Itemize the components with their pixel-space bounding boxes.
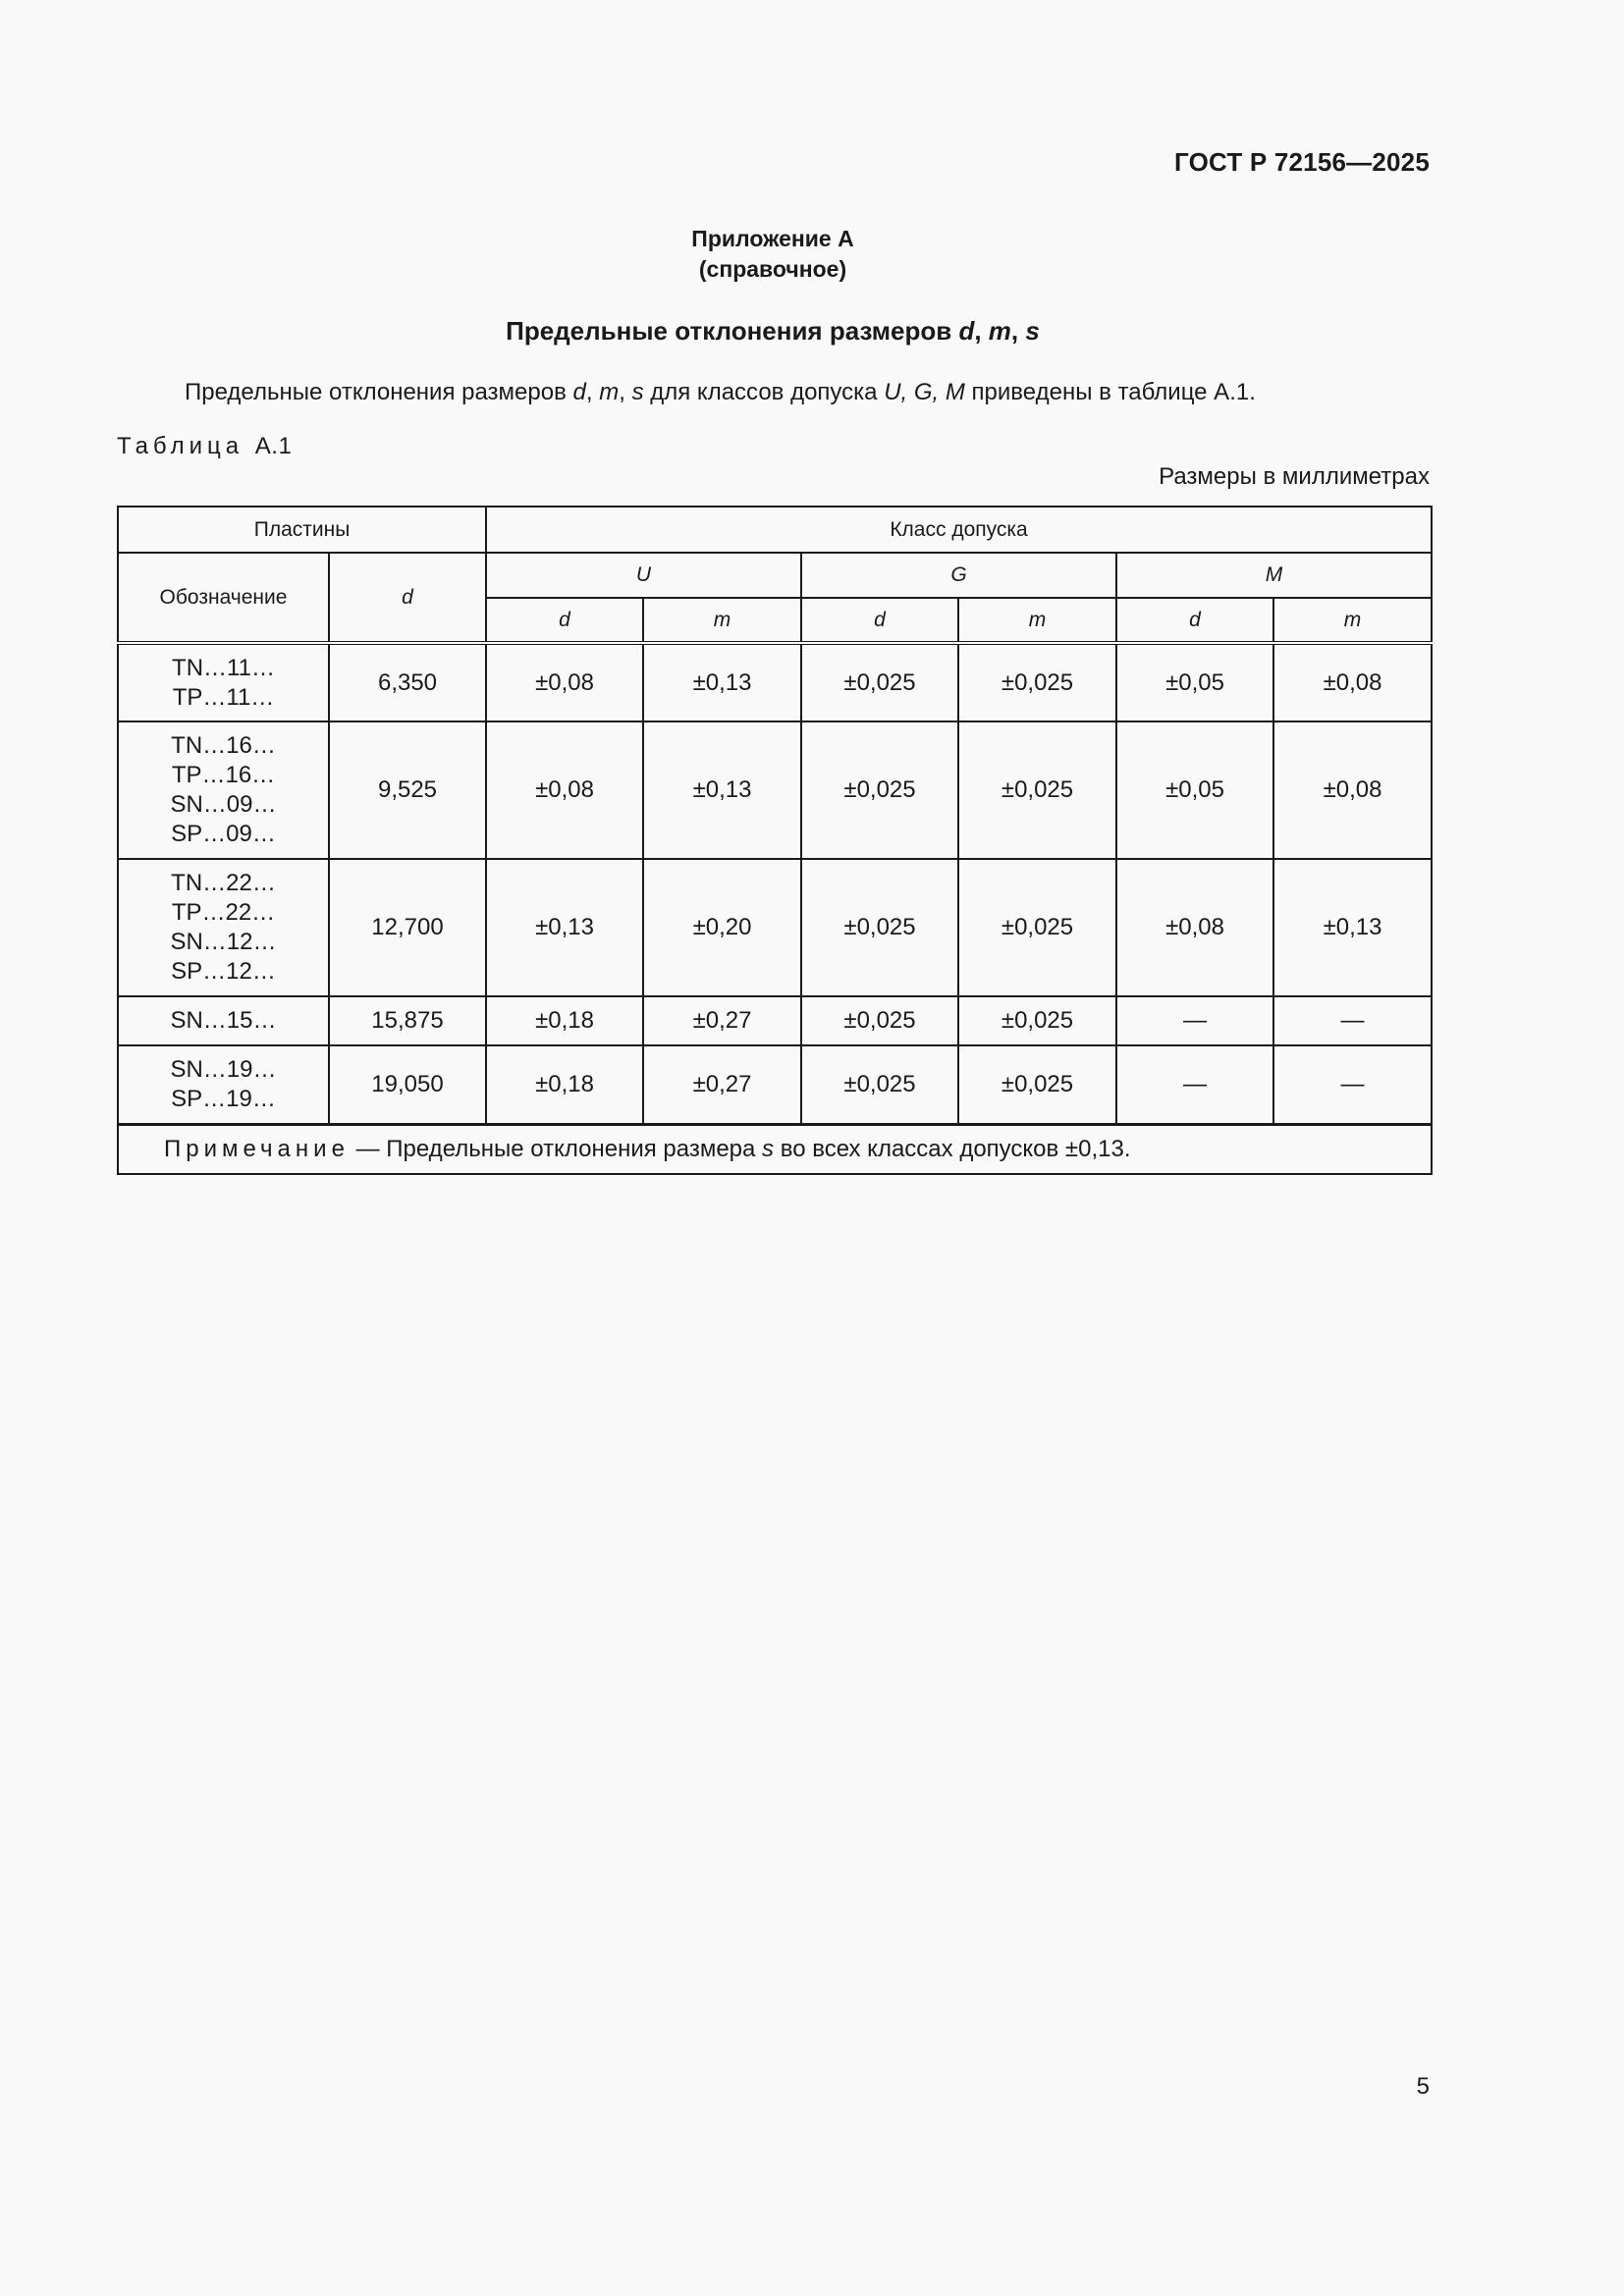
designation: SN…09… [170,791,277,818]
subheader-m: m [643,598,801,643]
header-plates: Пластины [118,507,486,553]
designation: TN…16… [171,732,276,759]
value-cell: ±0,025 [801,1045,958,1124]
designation: TN…22… [171,870,276,896]
d-cell: 6,350 [329,643,486,721]
header-tolerance-class: Класс допуска [486,507,1432,553]
var-m: m [988,316,1011,346]
subheader-m: m [958,598,1116,643]
table-note-row [118,1124,1432,1174]
designation: TP…16… [171,762,276,788]
section-title-text: Предельные отклонения размеров [506,316,952,346]
section-title [0,316,1545,347]
value-cell: ±0,025 [801,721,958,859]
var-d: d [958,316,975,346]
header-class-u: U [486,553,801,598]
value-cell: ±0,025 [958,1045,1116,1124]
table-note [118,1124,1432,1174]
note-text: Предельные отклонения размера [386,1135,756,1162]
var-s: s [762,1135,775,1162]
table-units: Размеры в миллиметрах [1159,463,1430,490]
value-cell: ±0,05 [1116,721,1273,859]
note-dash: — [355,1135,380,1162]
value-cell: ±0,08 [1273,721,1432,859]
standard-code: ГОСТ Р 72156—2025 [1174,147,1430,177]
value-cell: ±0,025 [958,996,1116,1045]
d-cell: 9,525 [329,721,486,859]
designation-cell [118,996,329,1045]
intro-sep: , [585,379,593,405]
value-cell: ±0,025 [801,859,958,996]
value-cell: — [1116,1045,1273,1124]
designation: SN…15… [170,1007,277,1034]
value-cell: ±0,08 [1116,859,1273,996]
value-cell: ±0,20 [643,859,801,996]
designation: TN…11… [172,654,275,681]
intro-classes: U, G, M [884,379,965,405]
value-cell: ±0,13 [1273,859,1432,996]
header-designation: Обозначение [118,553,329,643]
appendix-heading [0,224,1545,285]
value-cell: ±0,18 [486,1045,643,1124]
value-cell: — [1273,996,1432,1045]
table-row [118,721,1432,859]
designation: SP…09… [171,821,276,847]
d-cell: 15,875 [329,996,486,1045]
value-cell: ±0,18 [486,996,643,1045]
intro-sep: , [619,379,625,405]
value-cell: ±0,08 [1273,643,1432,721]
table-label [117,433,292,460]
designation-cell [118,721,329,859]
var-d: d [572,379,586,405]
var-s: s [1025,316,1040,346]
d-cell: 12,700 [329,859,486,996]
value-cell: ±0,27 [643,1045,801,1124]
subheader-m: m [1273,598,1432,643]
value-cell: ±0,025 [801,643,958,721]
var-s: s [631,379,644,405]
value-cell: ±0,27 [643,996,801,1045]
subheader-d: d [486,598,643,643]
designation: SP…19… [171,1085,276,1112]
subheader-d: d [1116,598,1273,643]
table-row [118,859,1432,996]
table-number: А.1 [254,433,293,459]
d-cell: 19,050 [329,1045,486,1124]
table-label-word: Таблица [117,433,244,459]
section-title-sep: , [974,316,982,346]
page-number: 5 [1416,2073,1430,2100]
value-cell: ±0,13 [643,643,801,721]
value-cell: ±0,05 [1116,643,1273,721]
designation-cell [118,859,329,996]
value-cell: ±0,025 [958,721,1116,859]
section-title-sep: , [1010,316,1019,346]
designation: SN…19… [170,1055,277,1083]
value-cell: ±0,025 [958,643,1116,721]
value-cell: ±0,13 [486,859,643,996]
designation: TP…22… [171,899,276,926]
note-text: во всех классах допусков ±0,13. [780,1135,1131,1162]
appendix-status: (справочное) [698,256,847,282]
value-cell: — [1116,996,1273,1045]
designation-cell [118,1045,329,1124]
value-cell: — [1273,1045,1432,1124]
value-cell: ±0,025 [801,996,958,1045]
intro-paragraph [185,379,1256,406]
designation: TP…11… [172,683,275,711]
header-class-g: G [801,553,1116,598]
var-m: m [599,379,620,405]
designation: SP…12… [171,958,276,985]
table-row [118,643,1432,721]
header-d: d [329,553,486,643]
designation: SN…12… [170,929,277,955]
designation-cell [118,643,329,721]
table-row [118,1045,1432,1124]
value-cell: ±0,13 [643,721,801,859]
note-label: Примечание [164,1135,350,1162]
intro-text: для классов допуска [650,379,878,405]
subheader-d: d [801,598,958,643]
value-cell: ±0,025 [958,859,1116,996]
intro-text: Предельные отклонения размеров [185,379,567,405]
header-class-m: M [1116,553,1432,598]
value-cell: ±0,08 [486,643,643,721]
tolerance-table [117,506,1433,1175]
table-row [118,996,1432,1045]
value-cell: ±0,08 [486,721,643,859]
intro-text: приведены в таблице А.1. [971,379,1256,405]
appendix-title: Приложение А [691,226,854,251]
